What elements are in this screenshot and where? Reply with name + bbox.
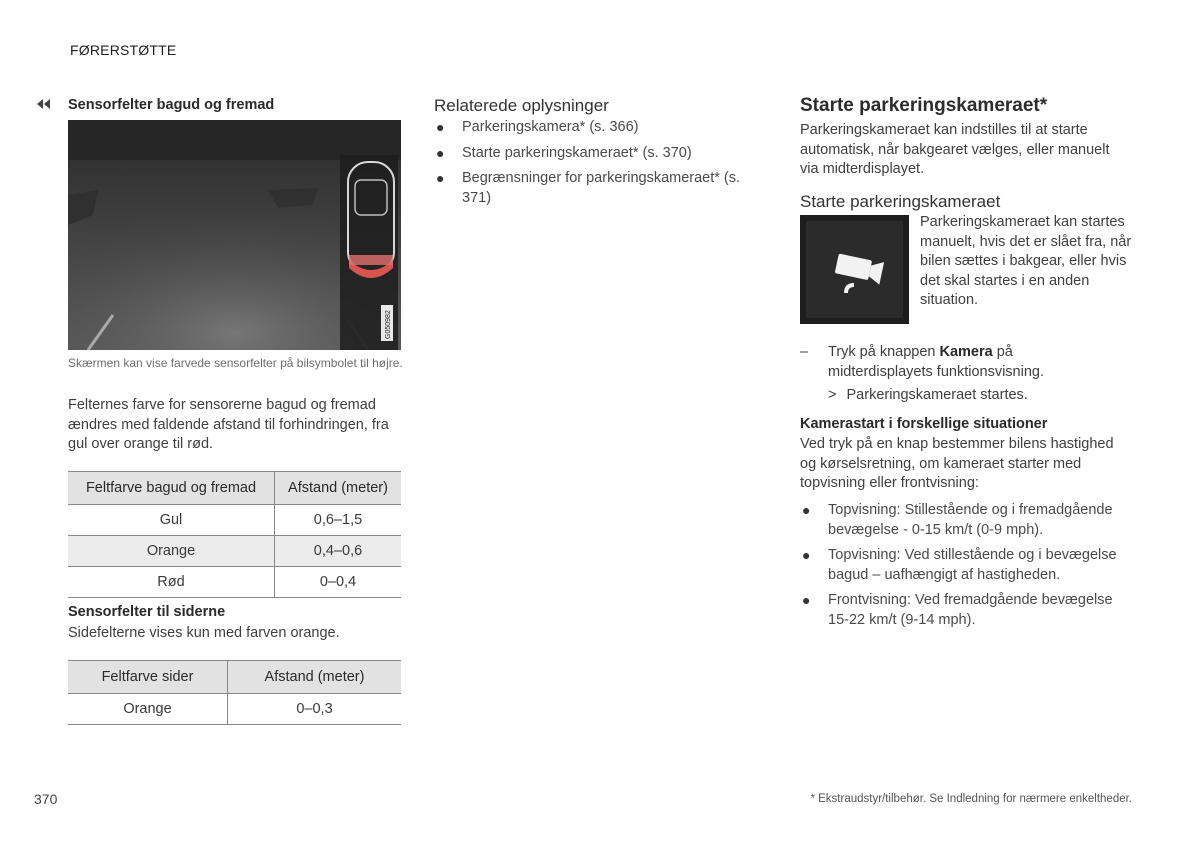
title-intro: Parkeringskameraet kan indstilles til at starte automatisk, når bakgearet vælges, eller manuelt via midterdisplayet. [800,122,1110,177]
figure-caption: Skærmen kan vise farvede sensorfelter på bilsymbolet til højre. [68,356,403,370]
related-link[interactable]: ● Begrænsninger for parkeringskameraet* (s. 371) [436,170,741,206]
related-link[interactable]: ● Parkeringskamera* (s. 366) [434,118,744,138]
step-text-suffix: på midterdisplayets funktionsvisning. [828,344,1044,380]
related-links-list [434,118,744,208]
bullet-icon: ● [802,502,811,518]
footnote: * Ekstraudstyr/tilbehør. Se Indledning for nærmere enkeltheder. [810,793,1132,805]
table2-header-color: Feltfarve sider [68,661,228,694]
list-item: ● Frontvisning: Ved fremadgående bevægelse 15-22 km/t (9-14 mph). [802,592,1113,628]
situations-text: Ved tryk på en knap bestemmer bilens hastighed og kørselsretning, om kameraet starter med topvisning eller frontvisning: [800,436,1114,491]
section-label: FØRERSTØTTE [70,42,177,58]
side-distance-table [68,660,401,725]
table-row [68,694,401,725]
table1-cell: 0,6–1,5 [275,505,402,536]
table-row [68,505,401,536]
back-arrow-icon[interactable] [36,98,52,110]
related-info-heading: Relaterede oplysninger [434,96,609,115]
step-text-prefix: Tryk på knappen [828,344,936,360]
front-rear-distance-table [68,471,401,598]
bullet-icon: ● [436,119,445,135]
camera-button-label: Kamera [939,344,993,360]
table2-header-distance: Afstand (meter) [228,661,402,694]
bullet-icon: ● [802,547,811,563]
side-fields-text: Sidefelterne vises kun med farven orange. [68,625,340,641]
side-fields-heading: Sensorfelter til siderne [68,604,226,620]
list-item: ● Topvisning: Stillestående og i fremadgående bevægelse - 0-15 km/t (0-9 mph). [802,502,1113,538]
table1-cell: Gul [68,505,275,536]
camera-button-image [800,215,909,324]
table1-cell: 0,4–0,6 [275,536,402,567]
list-item: ● Topvisning: Ved stillestående og i bevægelse bagud – uafhængigt af hastigheden. [802,547,1117,583]
table2-cell: Orange [68,694,228,725]
table1-cell: Rød [68,567,275,598]
table1-cell: Orange [68,536,275,567]
related-link[interactable]: ● Starte parkeringskameraet* (s. 370) [434,144,744,164]
result-arrow-icon: > [828,387,837,403]
table1-cell: 0–0,4 [275,567,402,598]
table-row [68,536,401,567]
situations-heading: Kamerastart i forskellige situationer [800,416,1048,432]
bullet-icon: ● [436,144,445,161]
camera-icon [806,221,903,318]
bullet-icon: ● [802,592,811,608]
dash-icon: – [800,344,809,360]
table1-header-color: Feltfarve bagud og fremad [68,472,275,505]
camera-description: Parkeringskameraet kan startes manuelt, hvis det er slået fra, når bilen sættes i bakgear, eller hvis det skal startes i en anden situation. [920,214,1132,308]
situations-list [800,501,1135,630]
parking-scene-illustration [68,120,401,350]
page-number: 370 [34,791,58,807]
sensor-fields-heading: Sensorfelter bagud og fremad [68,97,275,113]
sensor-field-image [68,120,401,350]
intro-paragraph: Felternes farve for sensorerne bagud og fremad ændres med faldende afstand til forhindringen, fra gul over orange til rød. [68,397,389,452]
table-row [68,567,401,598]
table2-cell: 0–0,3 [228,694,402,725]
start-camera-subheading: Starte parkeringskameraet [800,192,1001,211]
figure-code: G050982 [385,310,392,339]
bullet-icon: ● [436,170,445,186]
page-title: Starte parkeringskameraet* [800,95,1048,116]
instruction-step [800,343,1120,406]
table1-header-distance: Afstand (meter) [275,472,402,505]
step-result: Parkeringskameraet startes. [846,387,1028,403]
